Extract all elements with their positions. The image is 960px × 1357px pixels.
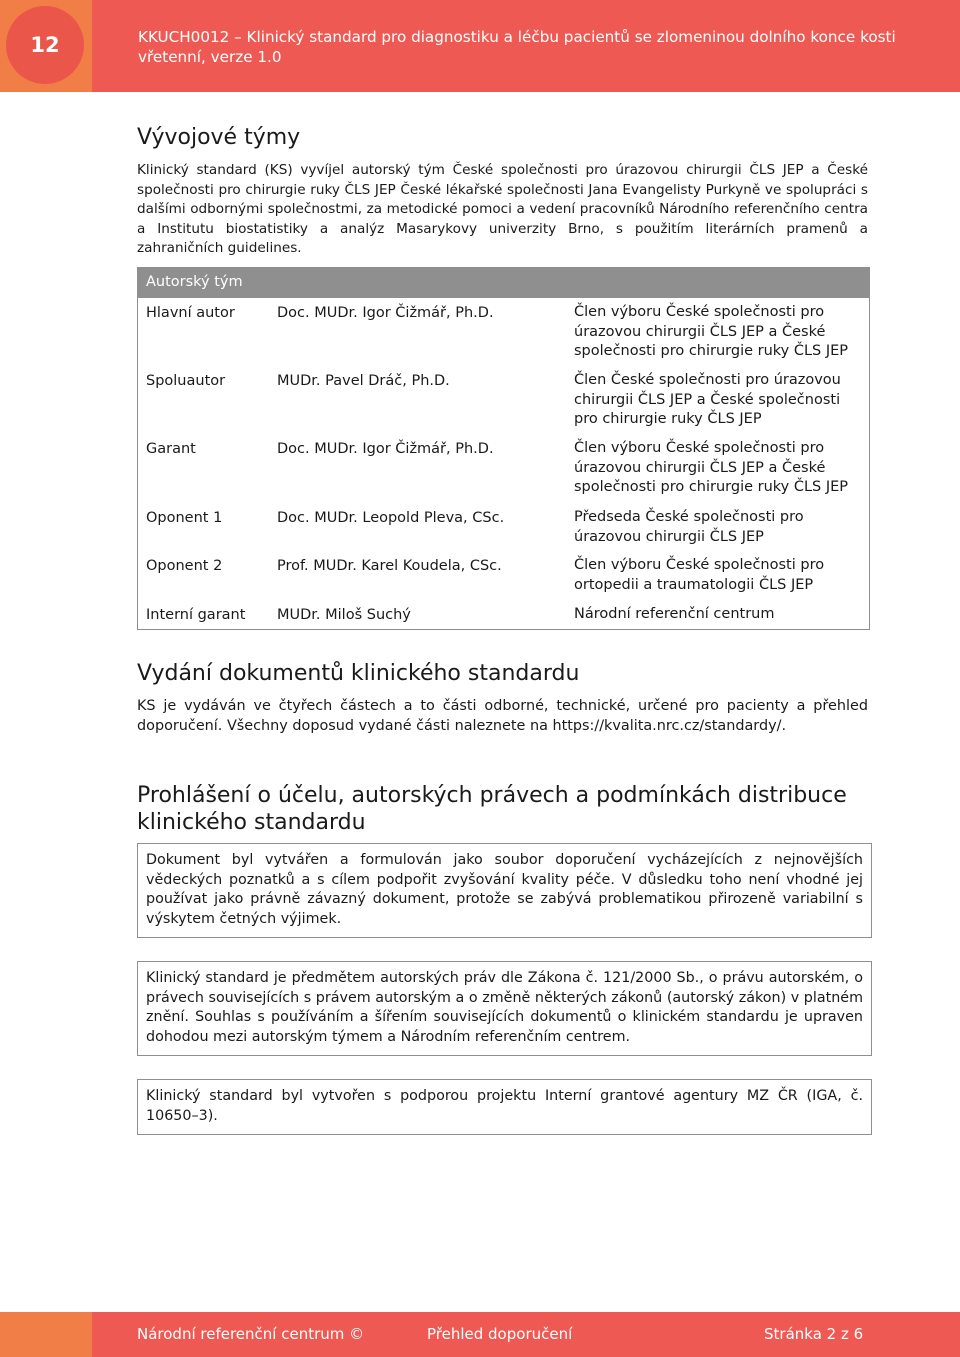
team-description: Národní referenční centrum [574,606,775,622]
team-description: Člen výboru České společnosti pro úrazovou chirurgii ČLS JEP a České společnosti pro chirurgie ruky ČLS JEP [574,440,849,496]
heading-prohlaseni-line1: Prohlášení o účelu, autorských právech a podmínkách distribuce [137,783,847,808]
footer-page-info: Stránka 2 z 6 [764,1325,864,1343]
heading-prohlaseni-line2: klinického standardu [137,810,366,835]
team-name: MUDr. Pavel Dráč, Ph.D. [277,373,450,389]
team-table [137,298,870,630]
team-role: Spoluautor [146,373,226,389]
document-title-line1: KKUCH0012 – Klinický standard pro diagnostiku a léčbu pacientů se zlomeninou dolního konce kosti [138,28,896,46]
footer-document-name: Přehled doporučení [427,1325,573,1343]
team-role: Interní garant [146,607,246,623]
document-title-line2: vřetenní, verze 1.0 [138,47,282,66]
team-description: Člen výboru České společnosti pro úrazovou chirurgii ČLS JEP a České společnosti pro chirurgie ruky ČLS JEP [574,304,849,360]
copyright-box: Klinický standard je předmětem autorských práv dle Zákona č. 121/2000 Sb., o právu autorském, o právech souvisejících s právem autorským a o změně některých zákonů (autorský zákon) v platném znění. Souhlas s používáním a šířením souvisejících dokumentů o klinickém standardu je upraven dohodou mezi autorským týmem a Národním referenčním centrem. [137,961,872,1056]
team-table-header: Autorský tým [137,267,870,298]
team-name: MUDr. Miloš Suchý [277,607,411,623]
footer-left-block [0,1312,92,1357]
team-description: Předseda České společnosti pro úrazovou chirurgii ČLS JEP [574,509,804,545]
team-role: Garant [146,441,196,457]
document-title [138,28,928,67]
page-number-badge [6,6,84,84]
team-intro-paragraph: Klinický standard (KS) vyvíjel autorský tým České společnosti pro úrazovou chirurgii ČLS JEP a České společnosti pro chirurgie ruky ČLS JEP České lékařské společnosti Jana Evangelisty Purkyně ve spolupráci s dalšími odbornými společnostmi, za metodické pomoci a vedení pracovníků Národního referenčního centra a Institutu biostatistiky a analýz Masarykovy univerzity Brno, s použitím literárních pramenů a zahraničních guidelines. [137,162,868,256]
team-name: Doc. MUDr. Igor Čižmář, Ph.D. [277,305,494,321]
team-role: Oponent 1 [146,510,223,526]
team-description: Člen České společnosti pro úrazovou chirurgii ČLS JEP a České společnosti pro chirurgie ruky ČLS JEP [574,372,841,428]
team-role: Oponent 2 [146,558,223,574]
heading-prohlaseni [137,782,847,836]
grant-box: Klinický standard byl vytvořen s podporou projektu Interní grantové agentury MZ ČR (IGA, č. 10650–3). [137,1079,872,1135]
team-description: Člen výboru České společnosti pro ortopedii a traumatologii ČLS JEP [574,557,825,593]
header-badge-area [0,0,92,92]
team-name: Prof. MUDr. Karel Koudela, CSc. [277,558,502,574]
team-name: Doc. MUDr. Igor Čižmář, Ph.D. [277,441,494,457]
footer-organization: Národní referenční centrum © [137,1325,365,1343]
team-name: Doc. MUDr. Leopold Pleva, CSc. [277,510,505,526]
disclaimer-box: Dokument byl vytvářen a formulován jako soubor doporučení vycházejících z nejnovějších vědeckých poznatků a s cílem podpořit zvyšování kvality péče. V důsledku toho není vhodné jej používat jako právně závazný dokument, protože se zabývá problematikou přirozeně variabilní s výskytem četných výjimek. [137,843,872,938]
team-role: Hlavní autor [146,305,235,321]
heading-vyvojove-tymy: Vývojové týmy [137,125,301,150]
publication-paragraph: KS je vydáván ve čtyřech částech a to části odborné, technické, určené pro pacienty a přehled doporučení. Všechny doposud vydané části naleznete na https://kvalita.nrc.cz/standardy/. [137,698,868,734]
page-number: 12 [30,33,60,57]
heading-vydani-dokumentu: Vydání dokumentů klinického standardu [137,661,580,686]
